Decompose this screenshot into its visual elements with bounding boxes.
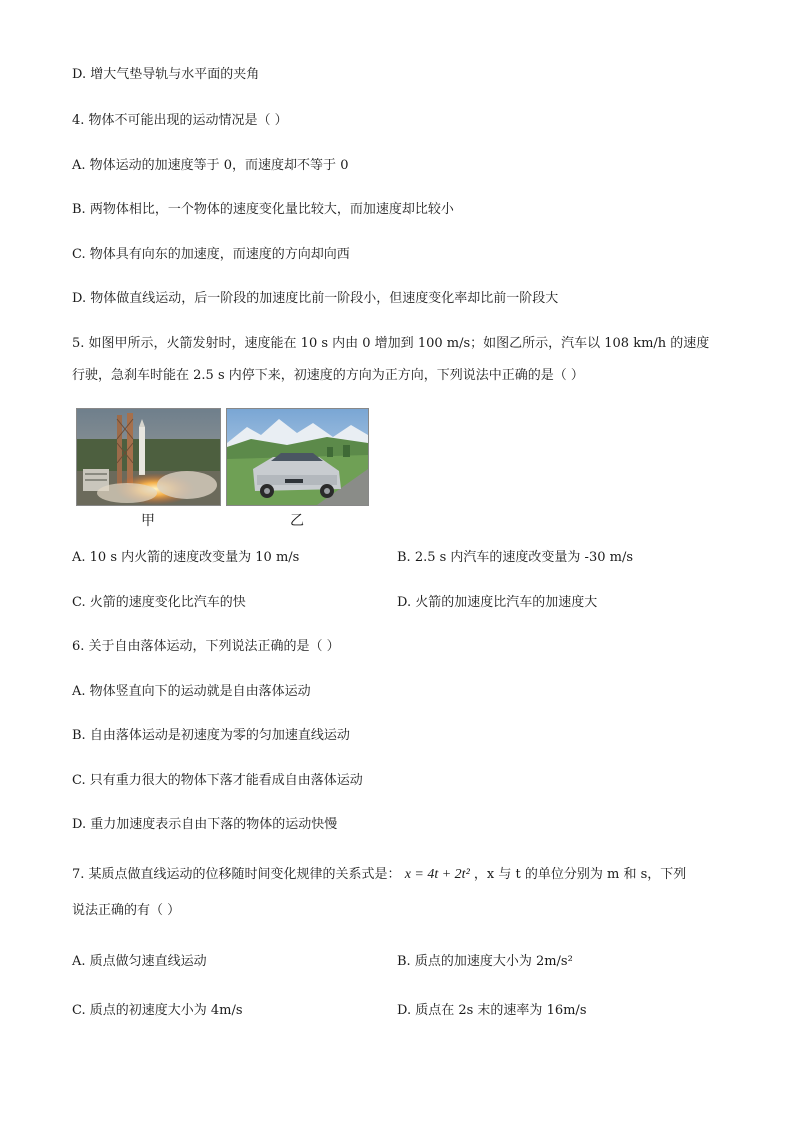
q4-option-a: A. 物体运动的加速度等于 0，而速度却不等于 0 (72, 158, 349, 173)
q4-option-c: C. 物体具有向东的加速度，而速度的方向却向西 (72, 247, 350, 262)
q7-option-d: D. 质点在 2s 末的速率为 16m/s (397, 1003, 587, 1018)
q6-stem: 6. 关于自由落体运动，下列说法正确的是（ ） (72, 639, 340, 654)
q6-option-d: D. 重力加速度表示自由下落的物体的运动快慢 (72, 817, 338, 832)
q4-option-b: B. 两物体相比，一个物体的速度变化量比较大，而加速度却比较小 (72, 202, 454, 217)
caption-yi: 乙 (290, 513, 304, 529)
q4-option-d: D. 物体做直线运动，后一阶段的加速度比前一阶段小，但速度变化率却比前一阶段大 (72, 291, 559, 306)
q6-option-c: C. 只有重力很大的物体下落才能看成自由落体运动 (72, 773, 363, 788)
q7-option-c: C. 质点的初速度大小为 4m/s (72, 1003, 243, 1018)
q5-option-c: C. 火箭的速度变化比汽车的快 (72, 595, 246, 610)
q7-option-b: B. 质点的加速度大小为 2m/s² (397, 954, 573, 969)
q6-option-b: B. 自由落体运动是初速度为零的匀加速直线运动 (72, 728, 350, 743)
q7-stem-line1 (72, 866, 686, 884)
car-photo (226, 408, 369, 506)
q4-stem: 4. 物体不可能出现的运动情况是（ ） (72, 113, 288, 128)
caption-jia: 甲 (141, 513, 155, 529)
q7-stem-suffix: ，x 与 t 的单位分别为 m 和 s，下列 (473, 867, 687, 882)
q3-option-d: D. 增大气垫导轨与水平面的夹角 (72, 67, 260, 82)
q7-formula: x = 4t + 2t² (404, 867, 470, 882)
q5-option-d: D. 火箭的加速度比汽车的加速度大 (397, 595, 598, 610)
q5-stem-line2: 行驶，急刹车时能在 2.5 s 内停下来，初速度的方向为正方向，下列说法中正确的是（ ） (72, 368, 584, 383)
q7-stem-line2: 说法正确的有（ ） (72, 903, 181, 918)
q5-option-a: A. 10 s 内火箭的速度改变量为 10 m/s (72, 550, 300, 565)
q5-option-b: B. 2.5 s 内汽车的速度改变量为 -30 m/s (397, 550, 634, 565)
rocket-launch-photo (76, 408, 221, 506)
q7-option-a: A. 质点做匀速直线运动 (72, 954, 207, 969)
q7-stem-prefix: 7. 某质点做直线运动的位移随时间变化规律的关系式是： (72, 867, 401, 882)
q6-option-a: A. 物体竖直向下的运动就是自由落体运动 (72, 684, 311, 699)
q5-stem-line1: 5. 如图甲所示，火箭发射时，速度能在 10 s 内由 0 增加到 100 m/s；如图乙所示，汽车以 108 km/h 的速度 (72, 336, 710, 351)
